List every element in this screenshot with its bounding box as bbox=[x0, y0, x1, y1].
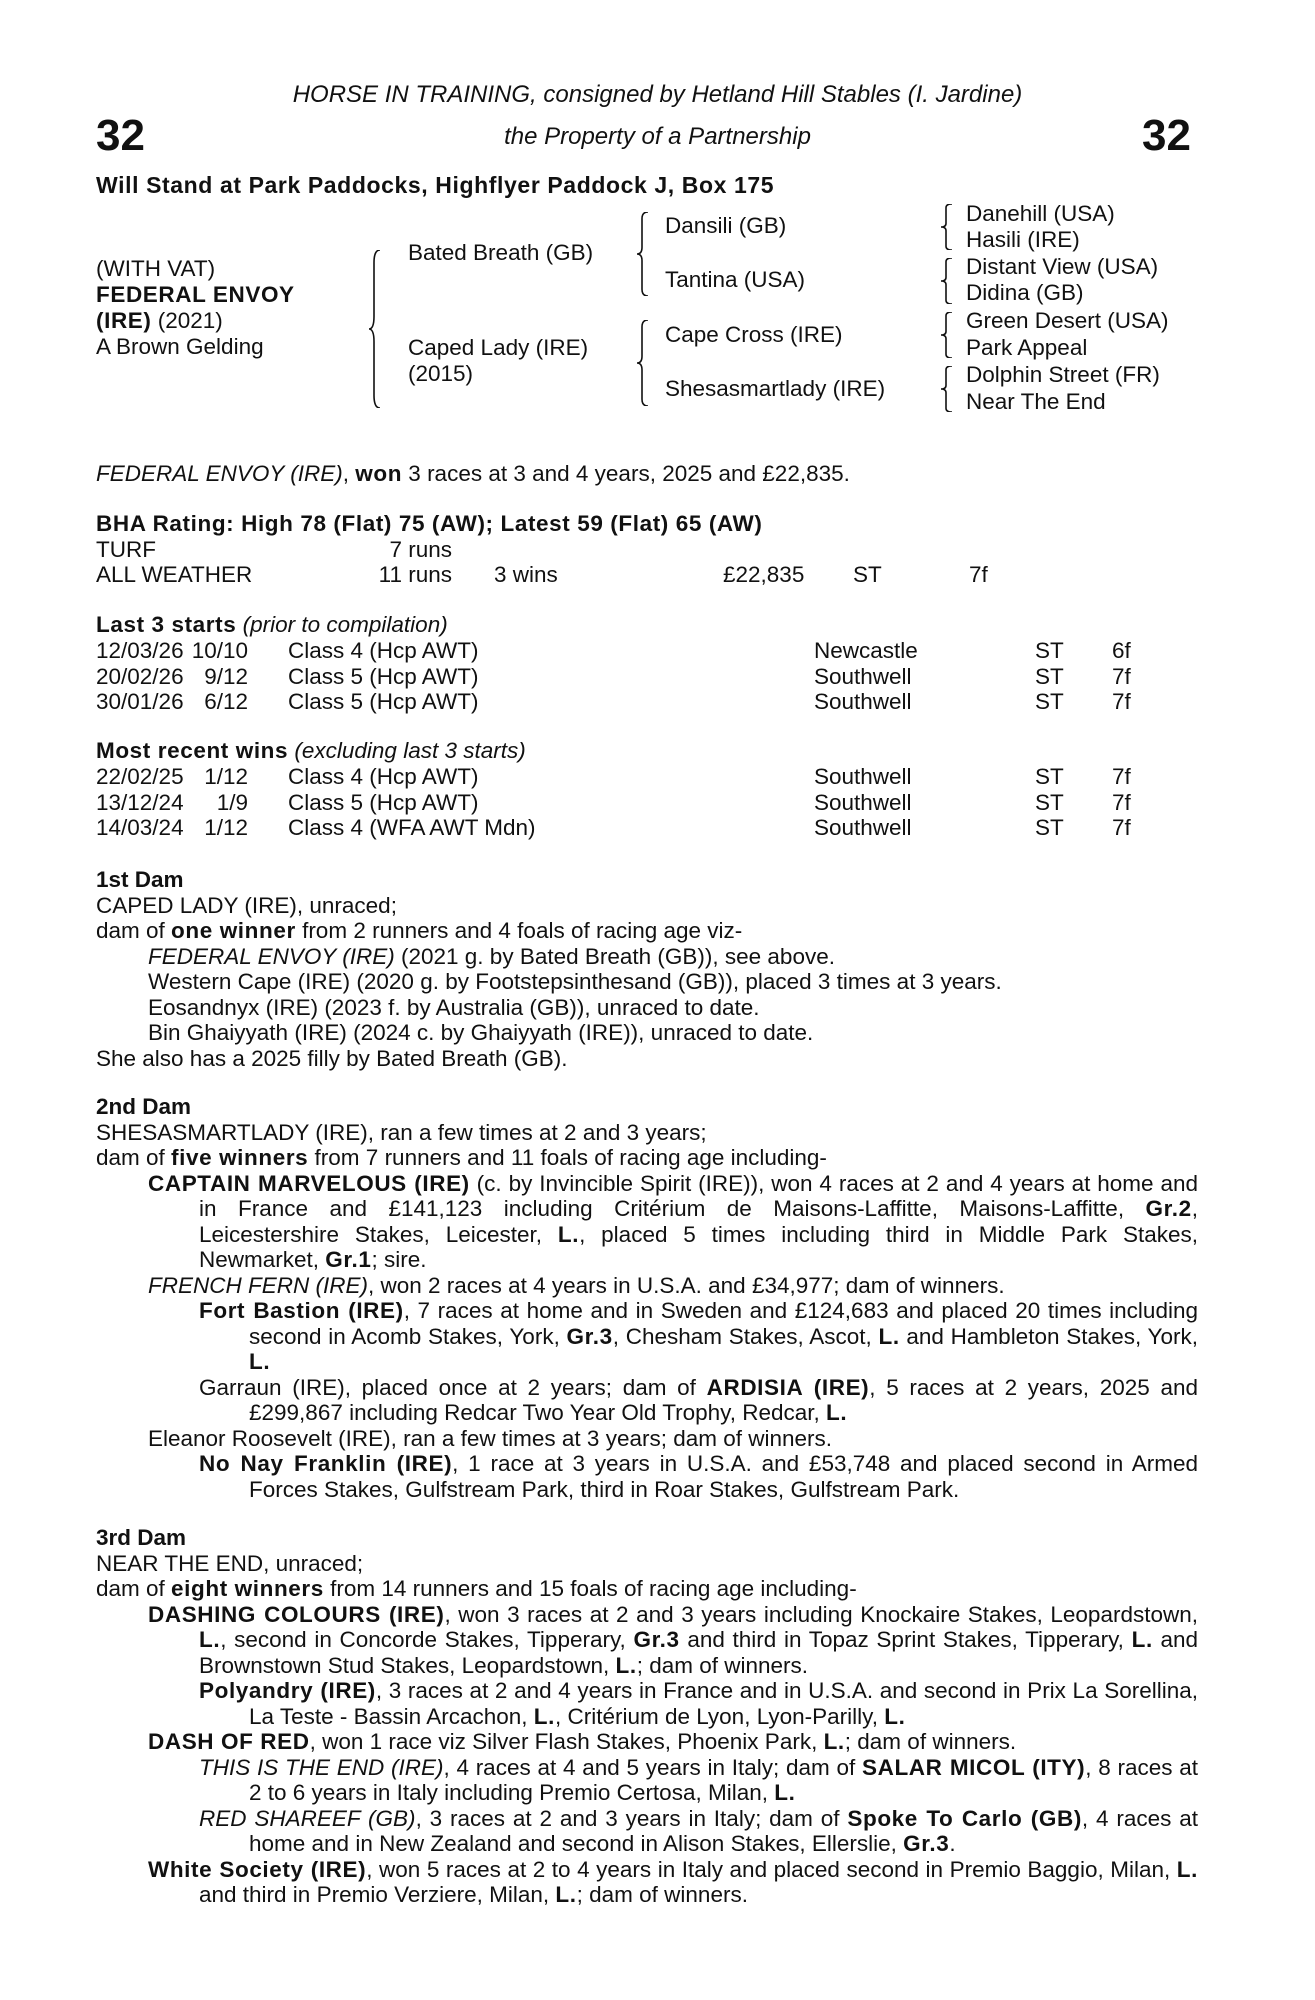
pedigree-gen2: Shesasmartlady (IRE) bbox=[665, 376, 886, 401]
bold-text: No Nay Franklin (IRE) bbox=[199, 1451, 453, 1476]
italic-text: RED SHAREEF (GB) bbox=[199, 1805, 416, 1831]
race-course: Southwell bbox=[814, 663, 912, 689]
bold-text: Fort Bastion (IRE) bbox=[199, 1298, 404, 1323]
italic-text: FEDERAL ENVOY (IRE) bbox=[148, 943, 395, 969]
bold-text: L. bbox=[615, 1652, 637, 1678]
aw-prize: £22,835 bbox=[723, 562, 805, 587]
race-course: Southwell bbox=[814, 689, 912, 714]
produce-entry bbox=[96, 1298, 1198, 1375]
race-going: ST bbox=[1035, 789, 1064, 815]
vendor-line: the Property of a Partnership bbox=[504, 123, 811, 150]
produce-entry bbox=[96, 1020, 1198, 1046]
third-dam-section bbox=[96, 1525, 1198, 1908]
race-date: 22/02/25 bbox=[96, 764, 184, 789]
bold-text: Spoke To Carlo (GB) bbox=[847, 1805, 1082, 1831]
text: , won 3 races at 2 and 3 years including Knockaire Stakes, Leopardstown, bbox=[444, 1601, 1198, 1627]
bold-text: DASHING COLOURS (IRE) bbox=[148, 1601, 445, 1627]
pedigree-gen3: Green Desert (USA) bbox=[966, 308, 1169, 333]
produce-entry bbox=[96, 1806, 1198, 1857]
text: SHESASMARTLADY (IRE), ran a few times at 2 and 3 years; bbox=[96, 1119, 707, 1145]
text: ; dam of winners. bbox=[844, 1729, 1017, 1754]
race-dist: 7f bbox=[1112, 764, 1131, 789]
produce-entry bbox=[96, 1551, 1198, 1577]
race-course: Newcastle bbox=[814, 638, 918, 663]
bold-text: DASH OF RED bbox=[148, 1729, 310, 1754]
bold-text: L. bbox=[878, 1323, 900, 1349]
produce-entry bbox=[96, 1678, 1198, 1729]
race-class: Class 4 (Hcp AWT) bbox=[288, 638, 479, 663]
race-class: Class 5 (Hcp AWT) bbox=[288, 689, 479, 714]
race-going: ST bbox=[1035, 764, 1064, 789]
bold-text: eight winners bbox=[171, 1576, 324, 1601]
wins-title: Most recent wins bbox=[96, 738, 289, 763]
race-pos: 1/9 bbox=[216, 789, 248, 815]
italic-text: FRENCH FERN (IRE) bbox=[148, 1272, 368, 1298]
produce-entry bbox=[96, 893, 1198, 919]
summary-name: FEDERAL ENVOY (IRE) bbox=[96, 461, 343, 486]
italic-text: THIS IS THE END (IRE) bbox=[199, 1754, 444, 1780]
bold-text: Polyandry (IRE) bbox=[199, 1678, 376, 1703]
dam-heading: 1st Dam bbox=[96, 867, 184, 892]
race-course: Southwell bbox=[814, 815, 912, 840]
pedigree-gen3: Near The End bbox=[966, 389, 1106, 414]
aw-going: ST bbox=[853, 562, 882, 587]
pedigree-gen3: Distant View (USA) bbox=[966, 254, 1159, 279]
brace-gen2-dam bbox=[636, 320, 650, 406]
race-pos: 9/12 bbox=[204, 663, 248, 689]
brace-gen3 bbox=[940, 312, 954, 358]
text: , Critérium de Lyon, Lyon-Parilly, bbox=[554, 1703, 885, 1729]
text: CAPED LADY (IRE), unraced; bbox=[96, 892, 397, 918]
produce-entry bbox=[96, 1729, 1198, 1755]
bold-text: L. bbox=[555, 1882, 577, 1907]
text: , won 1 race viz Silver Flash Stakes, Phoenix Park, bbox=[309, 1729, 824, 1754]
race-date: 13/12/24 bbox=[96, 789, 184, 815]
produce-entry bbox=[96, 944, 1198, 970]
brace-gen1 bbox=[368, 250, 382, 408]
race-summary bbox=[96, 461, 850, 487]
text: dam of bbox=[96, 1145, 172, 1170]
race-date: 14/03/24 bbox=[96, 815, 184, 840]
bold-text: L. bbox=[249, 1349, 271, 1374]
aw-runs: 11 runs bbox=[378, 562, 452, 587]
pedigree-gen3: Didina (GB) bbox=[966, 280, 1084, 305]
race-pos: 1/12 bbox=[204, 815, 248, 840]
text: (2021 g. by Bated Breath (GB)), see above. bbox=[394, 943, 835, 969]
text: , Chesham Stakes, Ascot, bbox=[612, 1323, 879, 1349]
text: dam of bbox=[96, 1576, 172, 1601]
pedigree-gen2: Tantina (USA) bbox=[665, 267, 806, 292]
bold-text: L. bbox=[1131, 1627, 1153, 1652]
pedigree-gen2: Dansili (GB) bbox=[665, 213, 787, 238]
aw-label: ALL WEATHER bbox=[96, 562, 253, 587]
produce-entry bbox=[96, 995, 1198, 1021]
produce-entry bbox=[96, 1120, 1198, 1146]
bold-text: ARDISIA (IRE) bbox=[706, 1374, 870, 1400]
lot-number-right: 32 bbox=[1142, 111, 1191, 160]
produce-entry bbox=[96, 918, 1198, 944]
turf-runs: 7 runs bbox=[389, 537, 452, 562]
produce-entry bbox=[96, 1426, 1198, 1452]
horse-suffix-year bbox=[96, 308, 223, 334]
pedigree-gen3: Hasili (IRE) bbox=[966, 227, 1080, 252]
text: Bin Ghaiyyath (IRE) (2024 c. by Ghaiyyath (IRE)), unraced to date. bbox=[148, 1020, 814, 1045]
produce-entry bbox=[96, 1046, 1198, 1072]
brace-gen2-sire bbox=[636, 212, 650, 296]
text: ; dam of winners. bbox=[576, 1882, 748, 1907]
race-class: Class 4 (WFA AWT Mdn) bbox=[288, 815, 536, 840]
wins-note: (excluding last 3 starts) bbox=[288, 738, 526, 763]
pedigree-gen3: Park Appeal bbox=[966, 335, 1088, 360]
bold-text: Gr.3 bbox=[903, 1831, 950, 1856]
race-class: Class 5 (Hcp AWT) bbox=[288, 789, 479, 815]
vat-label: (WITH VAT) bbox=[96, 256, 216, 281]
produce-entry bbox=[96, 1171, 1198, 1273]
pedigree-dam-year: (2015) bbox=[408, 361, 474, 386]
text: Eleanor Roosevelt (IRE), ran a few times at 3 years; dam of winners. bbox=[148, 1425, 833, 1451]
bold-text: Gr.1 bbox=[325, 1247, 372, 1272]
last3-heading bbox=[96, 612, 448, 638]
text: , second in Concorde Stakes, Tipperary, bbox=[220, 1627, 634, 1652]
bold-text: L. bbox=[823, 1729, 845, 1754]
bold-text: L. bbox=[199, 1627, 221, 1652]
bold-text: L. bbox=[774, 1780, 796, 1805]
curly-brace-icon bbox=[636, 320, 650, 406]
bold-text: five winners bbox=[171, 1145, 309, 1170]
race-pos: 6/12 bbox=[204, 689, 248, 714]
text: dam of bbox=[96, 918, 172, 943]
text: Western Cape (IRE) (2020 g. by Footstepsinthesand (GB)), placed 3 times at 3 years. bbox=[148, 969, 1002, 994]
text: , won 2 races at 4 years in U.S.A. and £34,977; dam of winners. bbox=[368, 1272, 1005, 1298]
produce-entry bbox=[96, 1145, 1198, 1171]
race-class: Class 5 (Hcp AWT) bbox=[288, 663, 479, 689]
produce-entry bbox=[96, 1755, 1198, 1806]
brace-gen3 bbox=[940, 258, 954, 304]
produce-entry bbox=[96, 1451, 1198, 1502]
dam-heading: 2nd Dam bbox=[96, 1094, 192, 1119]
race-going: ST bbox=[1035, 638, 1064, 663]
bold-text: L. bbox=[533, 1703, 555, 1729]
race-pos: 1/12 bbox=[204, 764, 248, 789]
bold-text: L. bbox=[1176, 1856, 1198, 1882]
consignor-line: HORSE IN TRAINING, consigned by Hetland Hill Stables (I. Jardine) bbox=[292, 81, 1023, 108]
produce-entry bbox=[96, 1375, 1198, 1426]
race-dist: 7f bbox=[1112, 663, 1131, 689]
location-line: Will Stand at Park Paddocks, Highflyer Paddock J, Box 175 bbox=[96, 172, 775, 198]
produce-entry bbox=[96, 1576, 1198, 1602]
race-dist: 7f bbox=[1112, 689, 1131, 714]
text: from 2 runners and 4 foals of racing age viz- bbox=[295, 918, 743, 943]
summary-rest: 3 races at 3 and 4 years, 2025 and £22,835. bbox=[402, 461, 850, 486]
text: , 1 race at 3 years in U.S.A. and £53,748 and placed second in Armed Forces Stakes, Gulfstream Park, third in Roar Stakes, Gulfstream Park. bbox=[249, 1451, 1199, 1502]
turf-label: TURF bbox=[96, 537, 156, 562]
bold-text: one winner bbox=[171, 918, 296, 943]
horse-name: FEDERAL ENVOY bbox=[96, 282, 295, 307]
summary-sep: , bbox=[342, 461, 356, 486]
text: Garraun (IRE), placed once at 2 years; dam of bbox=[199, 1374, 707, 1400]
pedigree-gen2: Cape Cross (IRE) bbox=[665, 322, 843, 347]
curly-brace-icon bbox=[940, 312, 954, 358]
aw-wins: 3 wins bbox=[494, 562, 558, 587]
text: . bbox=[949, 1831, 956, 1856]
lot-number-left: 32 bbox=[96, 111, 145, 160]
horse-description: A Brown Gelding bbox=[96, 334, 264, 359]
bold-text: White Society (IRE) bbox=[148, 1856, 367, 1882]
bha-rating: BHA Rating: High 78 (Flat) 75 (AW); Latest 59 (Flat) 65 (AW) bbox=[96, 511, 763, 536]
horse-year: (2021) bbox=[151, 308, 223, 333]
race-pos: 10/10 bbox=[191, 638, 248, 663]
last3-title: Last 3 starts bbox=[96, 612, 237, 637]
pedigree-dam: Caped Lady (IRE) bbox=[408, 335, 589, 360]
bold-text: L. bbox=[557, 1221, 580, 1247]
text: , 4 races at home and in New Zealand and second in Alison Stakes, Ellerslie, bbox=[249, 1805, 1199, 1856]
curly-brace-icon bbox=[368, 250, 382, 408]
dam-heading: 3rd Dam bbox=[96, 1525, 187, 1550]
text: , 5 races at 2 years, 2025 and £299,867 including Redcar Two Year Old Trophy, Redcar, bbox=[249, 1374, 1198, 1425]
first-dam-section bbox=[96, 867, 1198, 1071]
text: , 7 races at home and in Sweden and £124,683 and placed 20 times including second in Acomb Stakes, York, bbox=[249, 1298, 1198, 1349]
race-going: ST bbox=[1035, 689, 1064, 714]
pedigree-sire: Bated Breath (GB) bbox=[408, 240, 594, 265]
bold-text: L. bbox=[826, 1400, 848, 1425]
brace-gen3 bbox=[940, 366, 954, 412]
text: from 14 runners and 15 foals of racing age including- bbox=[323, 1576, 857, 1601]
bold-text: Gr.3 bbox=[633, 1627, 680, 1652]
pedigree-gen3: Dolphin Street (FR) bbox=[966, 362, 1160, 387]
brace-gen3 bbox=[940, 204, 954, 250]
text: and Hambleton Stakes, York, bbox=[899, 1323, 1199, 1349]
second-dam-section bbox=[96, 1094, 1198, 1502]
summary-won: won bbox=[355, 461, 403, 486]
curly-brace-icon bbox=[940, 366, 954, 412]
text: , 8 races at 2 to 6 years in Italy including Premio Certosa, Milan, bbox=[249, 1754, 1198, 1805]
text: NEAR THE END, unraced; bbox=[96, 1550, 364, 1576]
produce-entry bbox=[96, 1857, 1198, 1908]
text: , 3 races at 2 and 4 years in France and in U.S.A. and second in Prix La Sorellina, La Teste - Bassin Arcachon, bbox=[249, 1678, 1199, 1729]
text: (c. by Invincible Spirit (IRE)), won 4 races at 2 and 4 years at home and in France and £141,123 including Critérium de Maisons-Laffitte, Maisons-Laffitte, bbox=[199, 1170, 1198, 1221]
text: and Brownstown Stud Stakes, Leopardstown, bbox=[199, 1627, 1198, 1678]
text: and third in Premio Verziere, Milan, bbox=[199, 1882, 556, 1907]
text: She also has a 2025 filly by Bated Breath (GB). bbox=[96, 1045, 568, 1071]
produce-entry bbox=[96, 969, 1198, 995]
text: Eosandnyx (IRE) (2023 f. by Australia (GB)), unraced to date. bbox=[148, 994, 760, 1020]
bold-text: CAPTAIN MARVELOUS (IRE) bbox=[148, 1170, 470, 1196]
race-course: Southwell bbox=[814, 789, 912, 815]
text: , Leicestershire Stakes, Leicester, bbox=[199, 1196, 1198, 1247]
curly-brace-icon bbox=[940, 258, 954, 304]
race-going: ST bbox=[1035, 663, 1064, 689]
bold-text: Gr.2 bbox=[1145, 1196, 1192, 1221]
curly-brace-icon bbox=[636, 212, 650, 296]
pedigree-gen3: Danehill (USA) bbox=[966, 201, 1115, 226]
text: , 4 races at 4 and 5 years in Italy; dam of bbox=[443, 1754, 862, 1780]
race-dist: 7f bbox=[1112, 789, 1131, 815]
text: , won 5 races at 2 to 4 years in Italy and placed second in Premio Baggio, Milan, bbox=[366, 1856, 1177, 1882]
text: , 3 races at 2 and 3 years in Italy; dam of bbox=[415, 1805, 848, 1831]
produce-entry bbox=[96, 1602, 1198, 1679]
produce-entry bbox=[96, 1273, 1198, 1299]
race-date: 20/02/26 bbox=[96, 663, 184, 689]
bold-text: L. bbox=[884, 1703, 906, 1729]
text: ; dam of winners. bbox=[636, 1652, 809, 1678]
bold-text: Gr.3 bbox=[566, 1323, 613, 1349]
aw-distance: 7f bbox=[969, 562, 988, 587]
race-course: Southwell bbox=[814, 764, 912, 789]
curly-brace-icon bbox=[940, 204, 954, 250]
text: and third in Topaz Sprint Stakes, Tipperary, bbox=[679, 1627, 1132, 1652]
last3-note: (prior to compilation) bbox=[236, 612, 448, 637]
race-date: 30/01/26 bbox=[96, 689, 184, 714]
race-date: 12/03/26 bbox=[96, 638, 184, 663]
text: , placed 5 times including third in Middle Park Stakes, Newmarket, bbox=[199, 1221, 1198, 1272]
race-dist: 7f bbox=[1112, 815, 1131, 840]
text: ; sire. bbox=[371, 1247, 427, 1272]
race-going: ST bbox=[1035, 815, 1064, 840]
horse-country: (IRE) bbox=[96, 308, 152, 333]
race-dist: 6f bbox=[1112, 638, 1131, 663]
text: from 7 runners and 11 foals of racing age including- bbox=[308, 1145, 827, 1170]
bold-text: SALAR MICOL (ITY) bbox=[861, 1754, 1086, 1780]
race-class: Class 4 (Hcp AWT) bbox=[288, 764, 479, 789]
wins-heading bbox=[96, 738, 526, 764]
